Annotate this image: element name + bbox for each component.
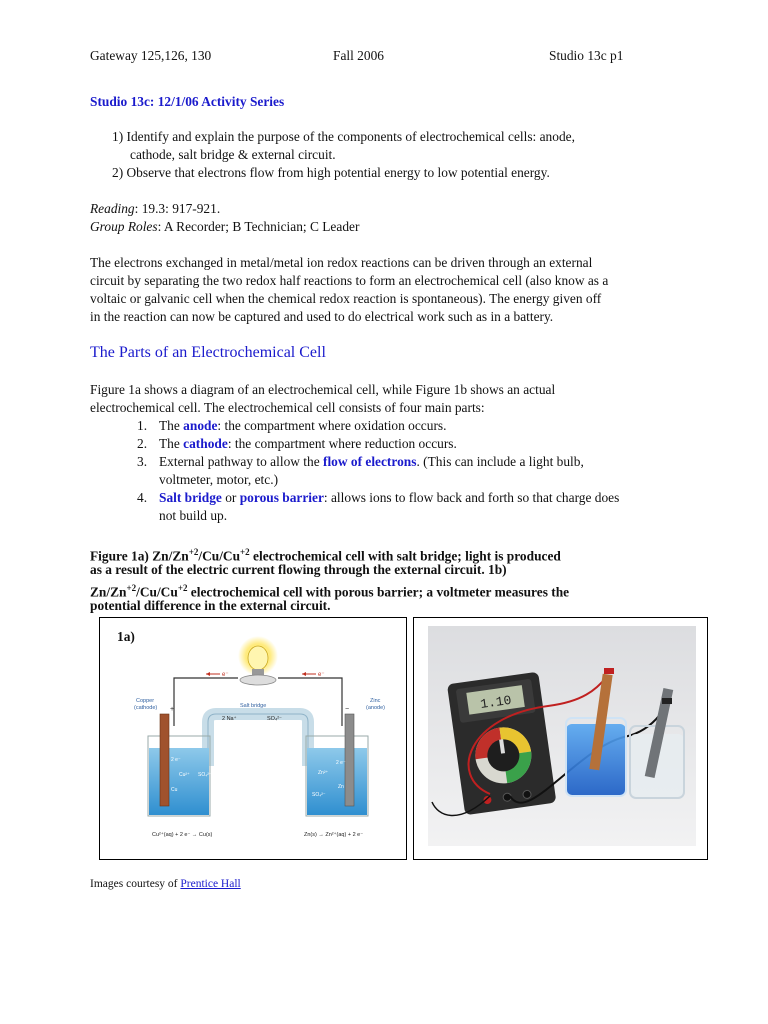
reading — [90, 200, 220, 218]
plus-sign: + — [170, 706, 175, 713]
caption-sup-3: +2 — [126, 583, 137, 593]
reading-value: : 19.3: 917-921. — [134, 201, 221, 216]
caption-sup-2: +2 — [240, 547, 250, 557]
prentice-hall-link[interactable]: Prentice Hall — [180, 878, 241, 890]
roles-label: Group Roles — [90, 219, 158, 234]
caption-sup-1: +2 — [188, 547, 199, 557]
image-credit — [90, 878, 241, 890]
copper-ion-label: Cu²⁺ — [179, 772, 190, 778]
bulb-socket — [240, 675, 276, 685]
caption-l1a: Figure 1a) Zn/Zn — [90, 548, 189, 564]
objective-1-line2: cathode, salt bridge & external circuit. — [130, 147, 336, 162]
caption-cu-2: /Cu/Cu — [136, 584, 178, 600]
anode-label: (anode) — [366, 705, 385, 711]
caption-sup-4: +2 — [177, 583, 188, 593]
zinc-ion-label: Zn²⁺ — [318, 770, 329, 776]
intro-line-3: voltaic or galvanic cell when the chemical redox reaction is spontaneous). The energy given off — [90, 291, 602, 306]
parts-item-external-pathway — [159, 453, 584, 471]
intro-line-4: in the reaction can now be captured and used to do electrical work such as in a battery. — [90, 309, 554, 324]
objective-1-line1: 1) Identify and explain the purpose of the components of electrochemical cells: anode, — [112, 129, 575, 144]
zinc-atom-label: Zn — [338, 784, 344, 790]
sodium-ion-label: 2 Na⁺ — [222, 716, 237, 722]
parts-item-3-pre: External pathway to allow the — [159, 454, 323, 469]
bulb-base — [252, 669, 264, 675]
electron-label-right: e⁻ — [318, 672, 325, 678]
group-roles — [90, 218, 359, 236]
anode-equation: Zn(s) → Zn²⁺(aq) + 2 e⁻ — [304, 832, 364, 838]
parts-item-1-number: 1. — [137, 418, 148, 433]
parts-item-4-number: 4. — [137, 490, 148, 505]
salt-bridge-term: Salt bridge — [159, 490, 222, 505]
reading-label: Reading — [90, 201, 135, 216]
parts-item-1-post: : the compartment where oxidation occurs. — [217, 418, 447, 433]
figure-caption-line-2: as a result of the electric current flowing through the external circuit. 1b) — [90, 562, 507, 577]
electrochemical-cell-diagram — [134, 636, 398, 851]
red-clip — [604, 668, 614, 674]
header-course: Gateway 125,126, 130 — [90, 48, 212, 63]
credit-text: Images courtesy of — [90, 878, 181, 890]
electron-label-left: e⁻ — [222, 672, 229, 678]
figure-1b-box — [413, 617, 708, 860]
salt-bridge-label: Salt bridge — [240, 703, 267, 709]
parts-item-4-line2: not build up. — [159, 508, 228, 523]
parts-item-4-post: : allows ions to flow back and forth so that charge does — [323, 490, 620, 505]
page-title: Studio 13c: 12/1/06 Activity Series — [90, 94, 285, 109]
figure-caption-line-4: potential difference in the external circuit. — [90, 598, 331, 613]
zinc-label: Zinc — [370, 698, 381, 704]
cathode-term: cathode — [183, 436, 228, 451]
parts-item-3-number: 3. — [137, 454, 148, 469]
right-solution — [307, 748, 367, 815]
header-page: Studio 13c p1 — [549, 48, 624, 63]
figure-1a-box — [99, 617, 407, 860]
cathode-equation: Cu²⁺(aq) + 2 e⁻ → Cu(s) — [152, 832, 213, 838]
sulfate-ion-top-label: SO₄²⁻ — [267, 716, 282, 722]
intro-line-2: circuit by separating the two redox half reactions to form an electrochemical cell (also know as a — [90, 273, 609, 288]
right-sulfate-label: SO₄²⁻ — [312, 792, 326, 798]
parts-intro-line-1: Figure 1a shows a diagram of an electrochemical cell, while Figure 1b shows an actual — [90, 382, 556, 397]
arrowhead-left — [206, 672, 210, 676]
multimeter-reading: 1.10 — [479, 692, 513, 712]
cathode-label: (cathode) — [134, 705, 158, 711]
parts-item-3-post: . (This can include a light bulb, — [416, 454, 584, 469]
parts-item-2-post: : the compartment where reduction occurs. — [227, 436, 457, 451]
right-electron-label: 2 e⁻ — [336, 760, 346, 766]
caption-l3a: Zn/Zn — [90, 584, 127, 600]
caption-l3b: electrochemical cell with porous barrier; a voltmeter measures the — [187, 584, 570, 600]
parts-item-cathode — [159, 435, 457, 453]
figure-1a-label: 1a) — [117, 629, 135, 644]
left-electron-label: 2 e⁻ — [171, 757, 181, 763]
header-term: Fall 2006 — [333, 48, 384, 63]
roles-value: : A Recorder; B Technician; C Leader — [157, 219, 360, 234]
voltmeter-cell-photo — [428, 626, 696, 846]
copper-atom-label: Cu — [171, 787, 178, 793]
arrowhead-right — [302, 672, 306, 676]
copper-electrode — [160, 714, 169, 806]
com-jack — [523, 790, 532, 799]
parts-item-2-number: 2. — [137, 436, 148, 451]
zinc-electrode — [345, 714, 354, 806]
porous-barrier-term: porous barrier — [239, 490, 324, 505]
parts-item-4-mid: or — [221, 490, 240, 505]
parts-intro-line-2: electrochemical cell. The electrochemical cell consists of four main parts: — [90, 400, 485, 415]
parts-item-3-line2: voltmeter, motor, etc.) — [159, 472, 279, 487]
parts-item-salt-bridge — [159, 489, 619, 507]
copper-label: Copper — [136, 698, 155, 704]
light-bulb-icon — [248, 646, 268, 670]
parts-item-1-pre: The — [159, 418, 184, 433]
anode-term: anode — [183, 418, 218, 433]
section-heading: The Parts of an Electrochemical Cell — [90, 344, 326, 361]
flow-of-electrons-term: flow of electrons — [322, 454, 417, 469]
black-clip — [662, 698, 672, 704]
parts-item-anode — [159, 417, 446, 435]
parts-item-2-pre: The — [159, 436, 184, 451]
left-sulfate-label: SO₄²⁻ — [198, 772, 212, 778]
caption-l1b: electrochemical cell with salt bridge; light is produced — [249, 548, 561, 564]
intro-line-1: The electrons exchanged in metal/metal ion redox reactions can be driven through an external — [90, 255, 593, 270]
minus-sign: − — [345, 706, 350, 713]
objective-2: 2) Observe that electrons flow from high potential energy to low potential energy. — [112, 165, 550, 180]
caption-cu-1: /Cu/Cu — [198, 548, 241, 564]
